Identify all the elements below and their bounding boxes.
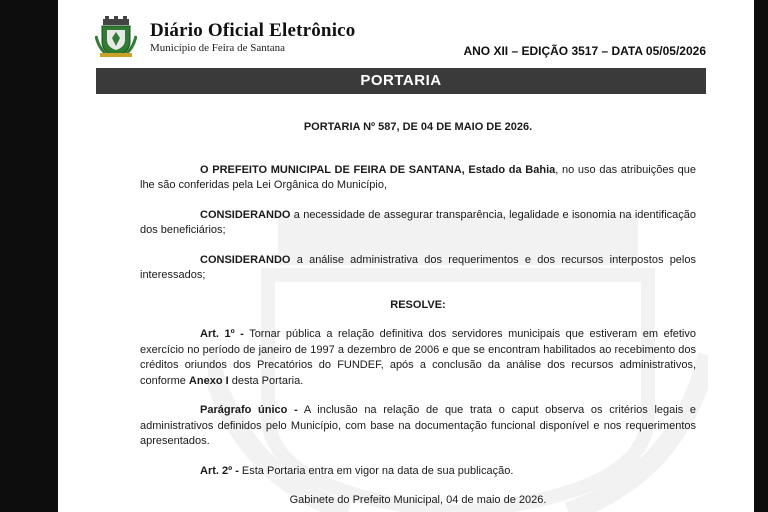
document-body (140, 120, 696, 512)
considerando-paragraph-1 (140, 208, 696, 239)
preamble-text: , no uso das atribuições que lhe são conferidas pela Lei Orgânica do Município, (140, 163, 697, 191)
article-2-label: Art. 2º - (200, 464, 239, 477)
signoff-line: Gabinete do Prefeito Municipal, 04 de maio de 2026. (289, 494, 547, 506)
section-banner: PORTARIA (96, 68, 706, 94)
portaria-heading: PORTARIA Nº 587, DE 04 DE MAIO DE 2026. (303, 121, 533, 133)
resolve-label: RESOLVE: (390, 298, 446, 311)
sole-paragraph (140, 403, 696, 450)
resolve-heading (140, 298, 696, 314)
mayor-title: O PREFEITO MUNICIPAL DE FEIRA DE SANTANA, Estado da Bahia (200, 163, 556, 176)
considerando-paragraph-2 (140, 253, 696, 284)
article-2-text: Esta Portaria entra em vigor na data de sua publicação. (238, 464, 514, 477)
article-2 (140, 464, 696, 480)
municipal-crest-icon (95, 16, 137, 58)
edition-info: ANO XII – EDIÇÃO 3517 – DATA 05/05/2026 (463, 44, 706, 58)
sole-paragraph-text: A inclusão na relação de que trata o caput observa os critérios legais e administrativos definidos pelo Município, com base na documentação funcional disponível e nos requerimentos apresentados. (140, 404, 696, 447)
considerando-text-2: a análise administrativa dos requerimentos e dos recursos interpostos pelos interessados; (140, 253, 696, 281)
article-1 (140, 327, 696, 389)
considerando-text-1: a necessidade de assegurar transparência, legalidade e isonomia na identificação dos beneficiários; (140, 208, 696, 236)
considerando-label-2: CONSIDERANDO (200, 253, 291, 266)
article-1-text: Tornar pública a relação definitiva dos servidores municipais que estiveram em efetivo exercício no período de janeiro de 1997 a dezembro de 2006 e que se encontram habilitados ao recebimento dos créditos oriundos dos Precatórios do FUNDEF, após a conclusão da análise dos recursos administrativos, conforme (140, 328, 696, 387)
preamble-paragraph (140, 163, 696, 194)
gazette-subtitle: Município de Feira de Santana (150, 42, 286, 54)
document-page (58, 0, 754, 512)
gazette-title: Diário Oficial Eletrônico (150, 20, 356, 41)
considerando-label-1: CONSIDERANDO (200, 208, 291, 221)
sole-paragraph-label: Parágrafo único - (200, 404, 298, 416)
annex-reference: Anexo I (188, 374, 229, 387)
article-1-label: Art. 1º - (200, 328, 244, 340)
article-1-end: desta Portaria. (228, 374, 304, 387)
